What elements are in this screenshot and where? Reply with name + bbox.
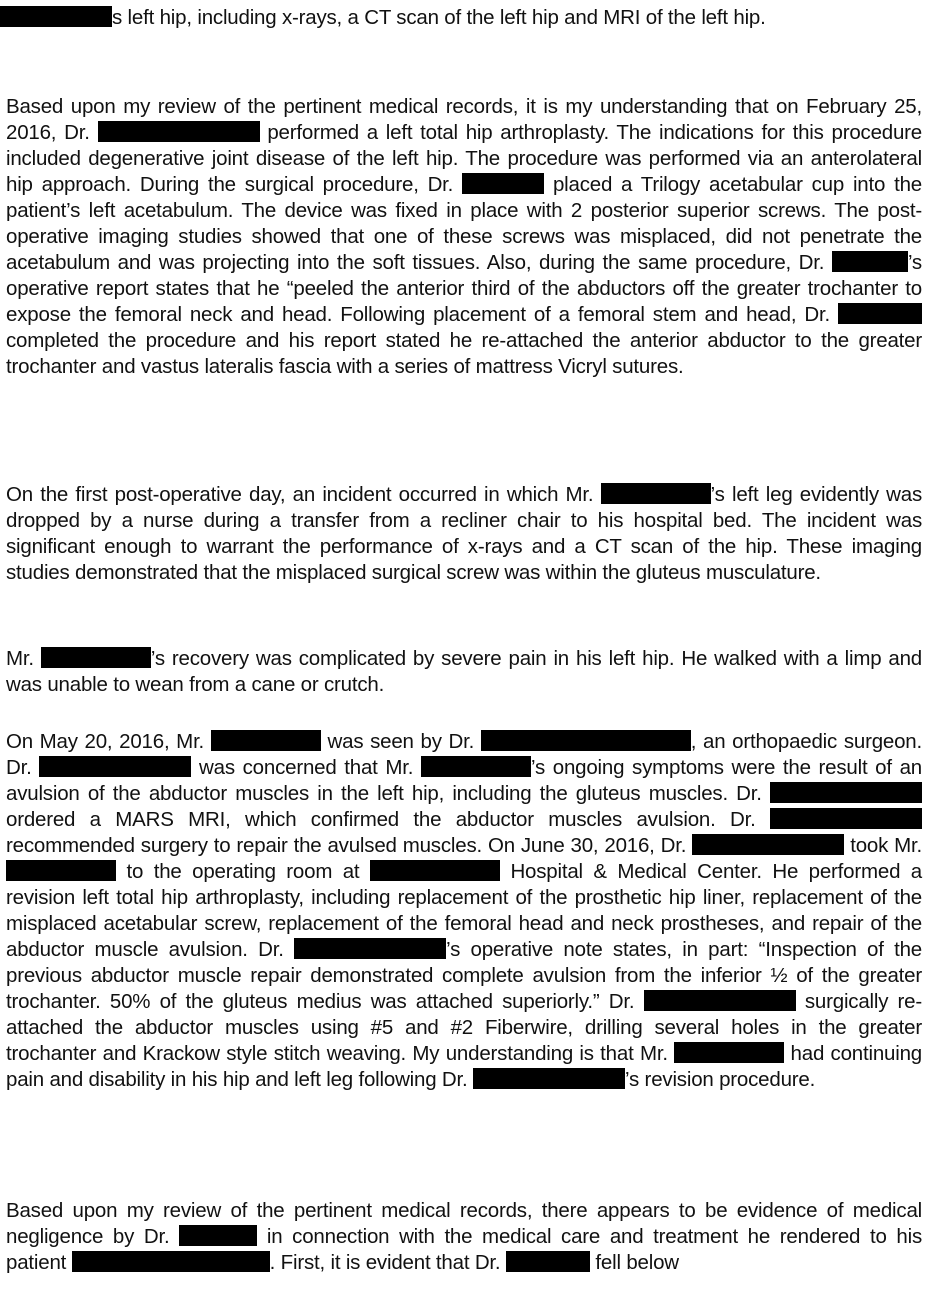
redaction-box <box>39 756 191 777</box>
redaction-box <box>644 990 796 1011</box>
paragraph-negligence-opinion <box>6 1198 922 1276</box>
text-segment: ordered a MARS MRI, which confirmed the abductor muscles avulsion. Dr. <box>6 808 770 831</box>
text-segment: took Mr. <box>844 834 922 857</box>
text-segment: Based upon my review of the pertinent medical records, it is my understanding that on February 25, 2016, Dr. <box>6 95 922 144</box>
text-segment: ’s operative report states that he “peeled the anterior third of the abductors off the greater trochanter to expose the femoral neck and head. Following placement of a femoral stem and head, Dr. <box>6 251 922 326</box>
redaction-box <box>601 483 711 504</box>
text-segment: Mr. <box>6 647 41 670</box>
redaction-box <box>674 1042 784 1063</box>
redaction-box <box>462 173 544 194</box>
redaction-box <box>72 1251 270 1272</box>
redaction-box <box>0 6 112 27</box>
text-segment: On May 20, 2016, Mr. <box>6 730 211 753</box>
redaction-box <box>770 808 922 829</box>
redaction-box <box>41 647 151 668</box>
text-segment: . First, it is evident that Dr. <box>269 1251 506 1274</box>
redaction-box <box>370 860 500 881</box>
text-segment: ’s revision procedure. <box>625 1068 816 1091</box>
text-segment: completed the procedure and his report stated he re-attached the anterior abductor to the greater trochanter and vastus lateralis fascia with a series of mattress Vicryl sutures. <box>6 329 922 378</box>
text-segment: had continuing pain and disability in his hip and left leg following Dr. <box>6 1042 922 1091</box>
redaction-box <box>481 730 691 751</box>
paragraph-post-op-incident <box>6 482 922 586</box>
text-segment: performed a left total hip arthroplasty. The indications for this procedure included degenerative joint disease of the left hip. The procedure was performed via an anterolateral hip approach. During the surgical procedure, Dr. <box>6 121 923 196</box>
text-segment: placed a Trilogy acetabular cup into the patient’s left acetabulum. The device was fixed in place with 2 posterior superior screws. The post-operative imaging studies showed that one of these screws was misplaced, did not penetrate the acetabulum and was projecting into the soft tissues. Also, during the same procedure, Dr. <box>6 173 922 274</box>
paragraph-recovery <box>6 646 922 698</box>
redaction-box <box>6 860 116 881</box>
paragraph-initial-surgery <box>6 94 922 380</box>
text-segment: surgically re-attached the abductor muscles using #5 and #2 Fiberwire, drilling several holes in the greater trochanter and Krackow style stitch weaving. My understanding is that Mr. <box>6 990 922 1065</box>
text-segment: , an orthopaedic surgeon. Dr. <box>6 730 922 779</box>
text-segment: recommended surgery to repair the avulsed muscles. On June 30, 2016, Dr. <box>6 834 693 857</box>
redaction-box <box>473 1068 625 1089</box>
redaction-box <box>179 1225 257 1246</box>
text-segment: Hospital & Medical Center. He performed a revision left total hip arthroplasty, including replacement of the prosthetic hip liner, replacement of the misplaced acetabular screw, replacement of the femoral head and neck prostheses, and repair of the abductor muscle avulsion. Dr. <box>6 860 922 961</box>
text-segment: was concerned that Mr. <box>191 756 421 779</box>
text-segment: s left hip, including x-rays, a CT scan of the left hip and MRI of the left hip. <box>112 6 766 29</box>
text-segment: to the operating room at <box>116 860 370 883</box>
paragraph-revision-surgery <box>6 729 922 1093</box>
text-segment: On the first post-operative day, an incident occurred in which Mr. <box>6 483 601 506</box>
redaction-box <box>692 834 844 855</box>
text-segment: ’s recovery was complicated by severe pain in his left hip. He walked with a limp and was unable to wean from a cane or crutch. <box>6 647 922 696</box>
paragraph-imaging-summary <box>80 6 922 29</box>
redaction-box <box>294 938 446 959</box>
redaction-box <box>770 782 922 803</box>
redaction-box <box>421 756 531 777</box>
text-segment: ’s operative note states, in part: “Inspection of the previous abductor muscle repair demonstrated complete avulsion from the inferior ½ of the greater trochanter. 50% of the gluteus medius was attached superiorly.” Dr. <box>6 938 922 1013</box>
text-segment: ’s ongoing symptoms were the result of an avulsion of the abductor muscles in the left hip, including the gluteus muscles. Dr. <box>6 756 923 805</box>
text-segment: ’s left leg evidently was dropped by a nurse during a transfer from a recliner chair to his hospital bed. The incident was significant enough to warrant the performance of x-rays and a CT scan of the hip. These imaging studies demonstrated that the misplaced surgical screw was within the gluteus musculature. <box>6 483 922 584</box>
text-segment: was seen by Dr. <box>320 730 481 753</box>
redaction-box <box>832 251 908 272</box>
text-segment: fell below <box>589 1251 679 1274</box>
text-segment: Based upon my review of the pertinent medical records, there appears to be evidence of medical negligence by Dr. <box>6 1199 922 1248</box>
redaction-box <box>506 1251 590 1272</box>
redaction-box <box>211 730 321 751</box>
redaction-box <box>838 303 922 324</box>
redaction-box <box>98 121 260 142</box>
text-segment: in connection with the medical care and treatment he rendered to his patient <box>6 1225 922 1274</box>
